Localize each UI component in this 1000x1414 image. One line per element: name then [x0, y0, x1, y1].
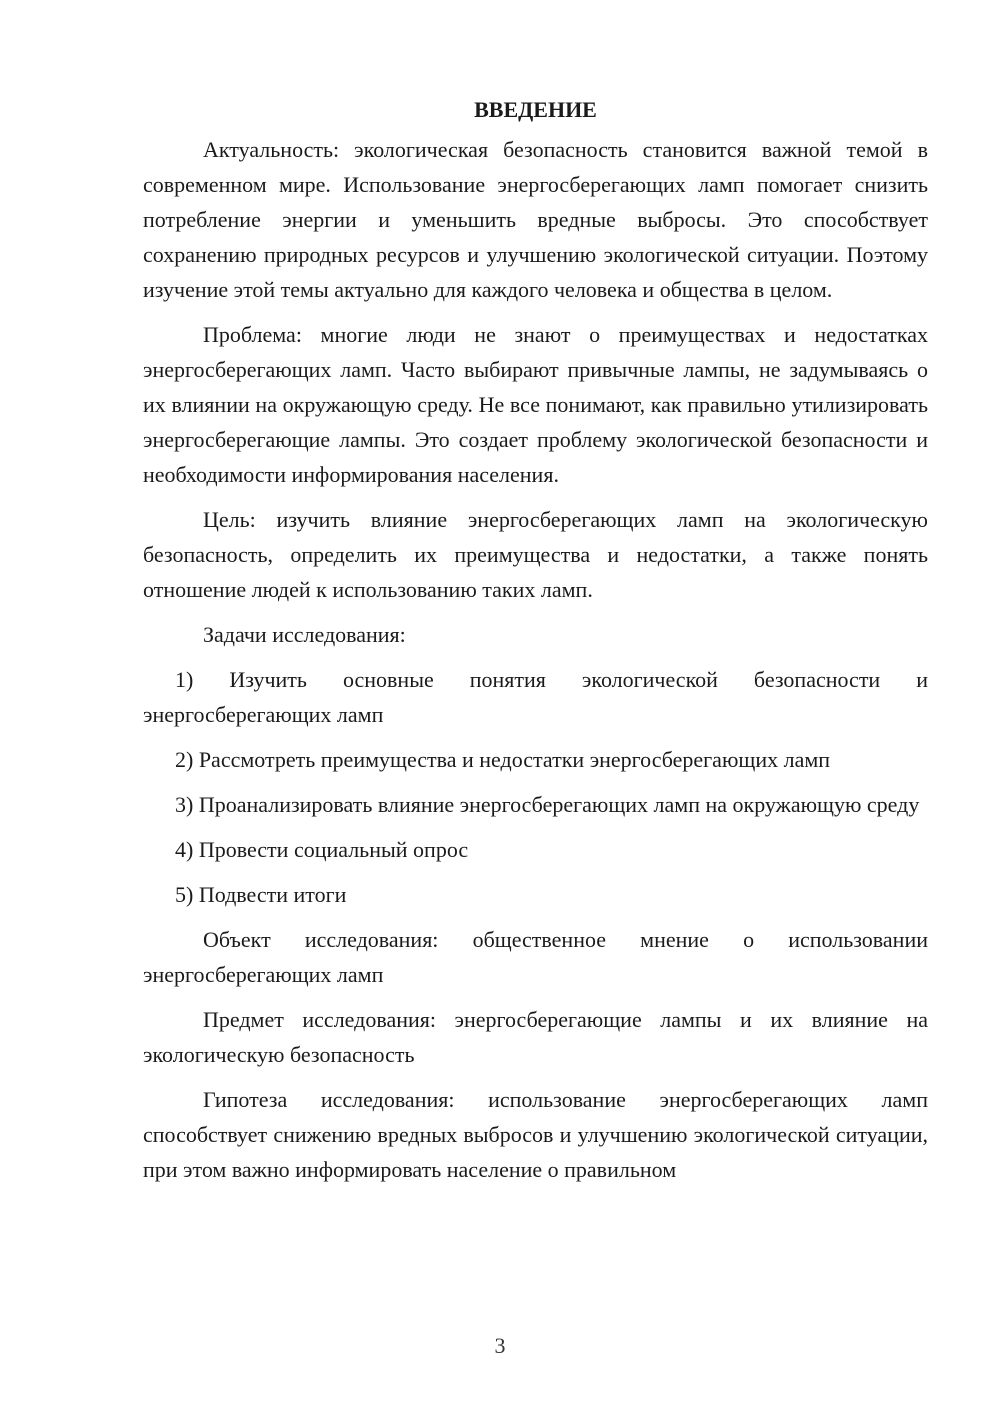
task-item-1: 1) Изучить основные понятия экологической безопасности и энергосберегающих ламп [143, 667, 928, 727]
document-page [143, 92, 928, 1197]
hypothesis-paragraph: Гипотеза исследования: использование энергосберегающих ламп способствует снижению вредных выбросов и улучшению экологической ситуации, при этом важно информировать население о правильном [143, 1087, 928, 1182]
goal-paragraph: Цель: изучить влияние энергосберегающих ламп на экологическую безопасность, определить их преимущества и недостатки, а также понять отношение людей к использованию таких ламп. [143, 507, 928, 602]
task-item-2: 2) Рассмотреть преимущества и недостатки энергосберегающих ламп [175, 747, 831, 772]
problem-paragraph: Проблема: многие люди не знают о преимуществах и недостатках энергосберегающих ламп. Часто выбирают привычные лампы, не задумываясь о их влиянии на окружающую среду. Не все понимают, как правильно утилизировать энергосберегающие лампы. Это создает проблему экологической безопасности и необходимости информирования населения. [143, 322, 928, 487]
object-paragraph: Объект исследования: общественное мнение о использовании энергосберегающих ламп [143, 927, 928, 987]
task-item-5: 5) Подвести итоги [175, 882, 347, 907]
task-item-4: 4) Провести социальный опрос [175, 837, 469, 862]
section-title: ВВЕДЕНИЕ [474, 97, 597, 122]
task-item-3: 3) Проанализировать влияние энергосберегающих ламп на окружающую среду [175, 792, 920, 817]
relevance-paragraph: Актуальность: экологическая безопасность становится важной темой в современном мире. Использование энергосберегающих ламп помогает снизить потребление энергии и уменьшить вредные выбросы. Это способствует сохранению природных ресурсов и улучшению экологической ситуации. Поэтому изучение этой темы актуально для каждого человека и общества в целом. [143, 137, 928, 302]
subject-paragraph: Предмет исследования: энергосберегающие лампы и их влияние на экологическую безопасность [143, 1007, 928, 1067]
page-number: 3 [494, 1333, 506, 1358]
tasks-heading: Задачи исследования: [203, 622, 406, 647]
